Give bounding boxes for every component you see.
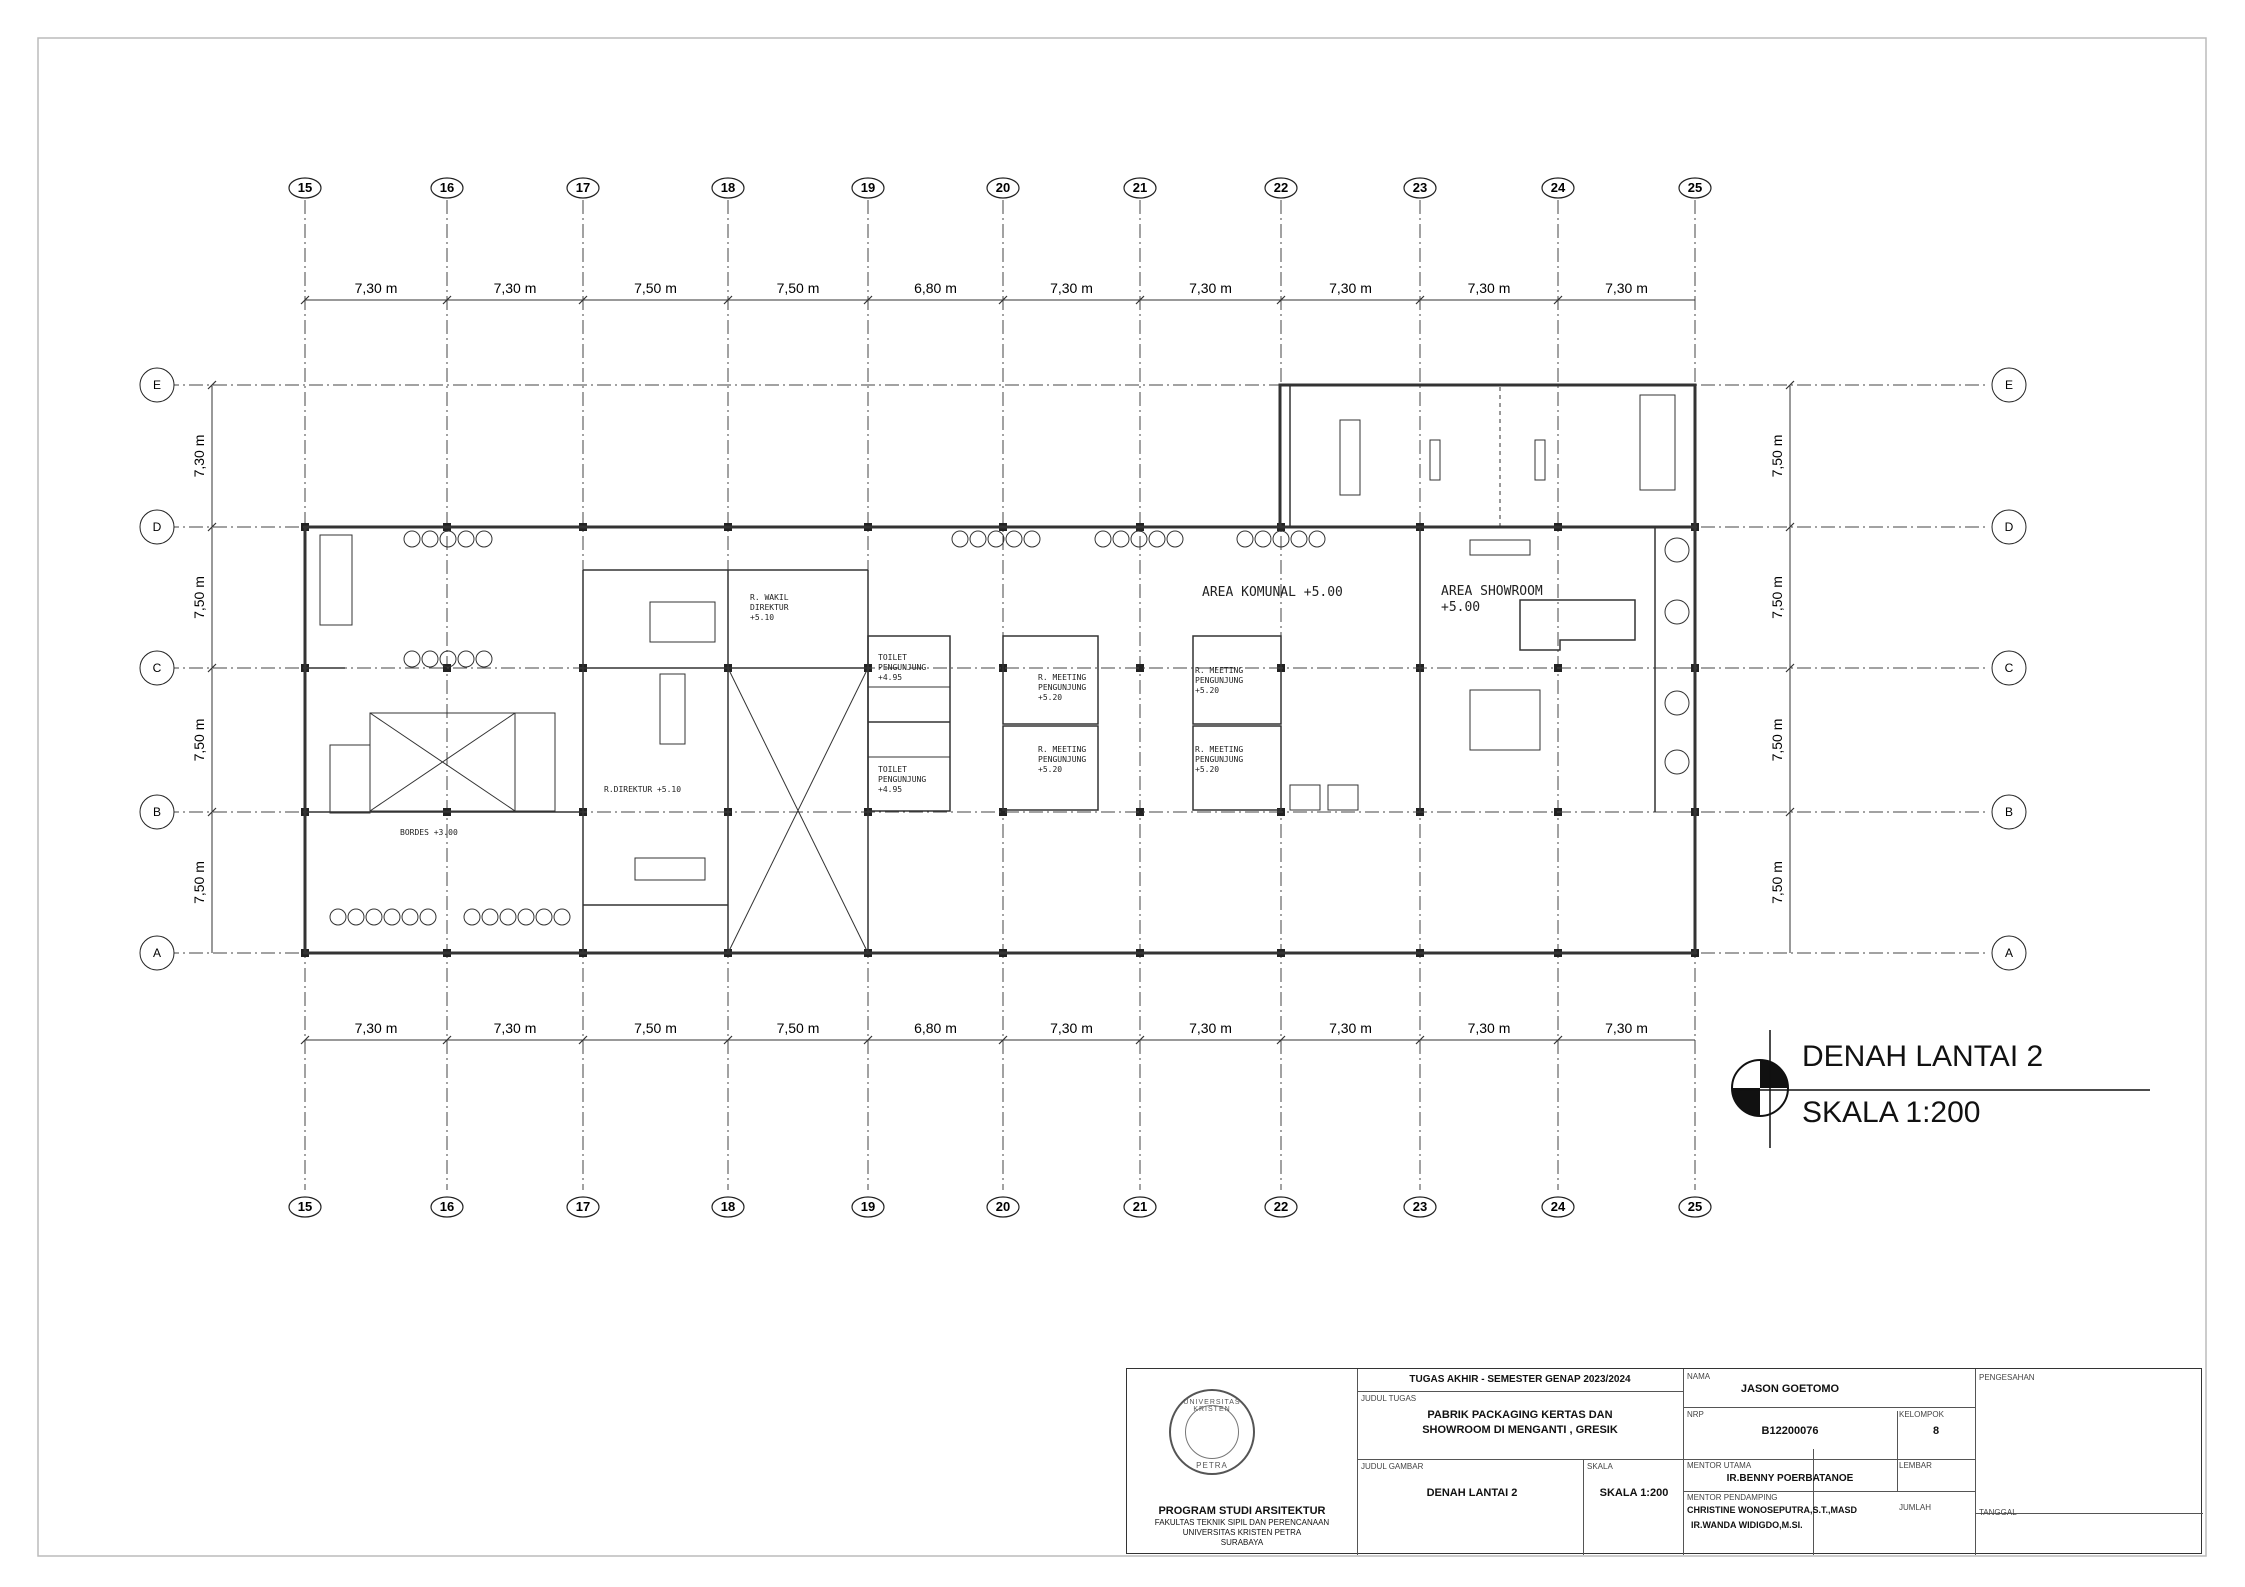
tanggal-label: TANGGAL <box>1979 1508 2017 1517</box>
grid-label-row: B <box>152 805 162 819</box>
grid-label-col: 15 <box>297 180 313 195</box>
grid-label-row: C <box>2004 661 2014 675</box>
nrp-value: B12200076 <box>1761 1425 1819 1437</box>
room-label-meeting2-1: R. MEETING <box>1038 745 1087 754</box>
dimension-label: 7,30 m <box>191 434 207 478</box>
room-label-wakil-2: DIREKTUR <box>750 603 789 612</box>
dimension-label: 7,50 m <box>1769 576 1785 619</box>
mentor-pendamping-1: CHRISTINE WONOSEPUTRA,S.T.,MASD <box>1687 1505 1858 1515</box>
nama-value: JASON GOETOMO <box>1740 1383 1840 1395</box>
room-label-toilet1-1: TOILET <box>878 653 907 662</box>
grid-label-row: B <box>2004 805 2014 819</box>
dimension-label: 7,50 m <box>191 861 207 904</box>
room-label-direktur: R.DIREKTUR +5.10 <box>604 785 682 794</box>
skala-value: SKALA 1:200 <box>1599 1487 1669 1499</box>
grid-label-col: 19 <box>860 180 876 195</box>
room-label-toilet2-1: TOILET <box>878 765 907 774</box>
grid-label-col: 24 <box>1550 180 1566 195</box>
title-block <box>1126 1368 2202 1554</box>
grid-label-row: A <box>152 946 162 960</box>
grid-label-row: E <box>152 378 162 392</box>
dimension-label: 7,30 m <box>1050 280 1093 296</box>
judul-tugas-label: JUDUL TUGAS <box>1361 1394 1417 1403</box>
dimension-label: 7,50 m <box>1769 861 1785 904</box>
dimension-label: 7,30 m <box>1329 1020 1372 1036</box>
room-label-meeting2-2: PENGUNJUNG <box>1038 755 1087 764</box>
grid-label-col: 24 <box>1550 1199 1566 1214</box>
dimension-label: 7,30 m <box>1467 280 1511 296</box>
dimension-label: 7,30 m <box>493 1020 537 1036</box>
grid-label-row: A <box>2004 946 2014 960</box>
grid-label-col: 20 <box>995 1199 1011 1214</box>
grid-label-row: D <box>152 520 162 534</box>
dimension-label: 7,30 m <box>1329 280 1372 296</box>
dimension-label: 7,30 m <box>1467 1020 1511 1036</box>
course-text: TUGAS AKHIR - SEMESTER GENAP 2023/2024 <box>1409 1374 1631 1385</box>
logo-petra-text: PETRA <box>1196 1461 1228 1470</box>
room-label-meeting3-1: R. MEETING <box>1195 666 1244 675</box>
dimension-label: 7,50 m <box>634 280 677 296</box>
univ-text: UNIVERSITAS KRISTEN PETRA <box>1182 1528 1302 1537</box>
grid-label-row: D <box>2004 520 2014 534</box>
mentor-utama-label: MENTOR UTAMA <box>1687 1461 1752 1470</box>
room-label-meeting1-3: +5.20 <box>1038 693 1063 702</box>
judul-gambar: DENAH LANTAI 2 <box>1426 1487 1518 1499</box>
logo-ring-text: UNIVERSITAS KRISTEN <box>1183 1399 1241 1413</box>
city-text: SURABAYA <box>1220 1538 1264 1547</box>
drawing-title: DENAH LANTAI 2 <box>1802 1040 2044 1073</box>
dimension-label: 7,50 m <box>1769 718 1785 762</box>
judul-tugas-2: SHOWROOM DI MENGANTI , GRESIK <box>1422 1424 1618 1436</box>
room-label-toilet2-3: +4.95 <box>878 785 903 794</box>
mentor-pendamping-label: MENTOR PENDAMPING <box>1687 1493 1778 1502</box>
grid-label-col: 18 <box>720 1199 736 1214</box>
grid-label-col: 15 <box>297 1199 313 1214</box>
drawing-scale: SKALA 1:200 <box>1802 1096 1981 1129</box>
room-label-meeting1-1: R. MEETING <box>1038 673 1087 682</box>
dimension-label: 7,30 m <box>1605 1020 1648 1036</box>
jumlah-label: JUMLAH <box>1899 1503 1932 1512</box>
dimension-label: 6,80 m <box>914 280 957 296</box>
grid-label-col: 16 <box>439 180 455 195</box>
room-label-showroom-1: AREA SHOWROOM <box>1441 584 1543 599</box>
grid-label-col: 21 <box>1132 180 1148 195</box>
room-label-wakil-3: +5.10 <box>750 613 775 622</box>
room-label-meeting4-1: R. MEETING <box>1195 745 1244 754</box>
room-label-meeting3-2: PENGUNJUNG <box>1195 676 1244 685</box>
room-label-meeting1-2: PENGUNJUNG <box>1038 683 1087 692</box>
grid-label-col: 23 <box>1412 1199 1428 1214</box>
dimension-label: 7,30 m <box>1189 1020 1232 1036</box>
judul-tugas-1: PABRIK PACKAGING KERTAS DAN <box>1427 1409 1613 1421</box>
judul-gambar-label: JUDUL GAMBAR <box>1361 1462 1424 1471</box>
room-label-meeting4-2: PENGUNJUNG <box>1195 755 1244 764</box>
grid-label-col: 20 <box>995 180 1011 195</box>
grid-label-col: 19 <box>860 1199 876 1214</box>
dimension-label: 7,30 m <box>1605 280 1648 296</box>
dimension-label: 7,30 m <box>1189 280 1232 296</box>
dimension-lines <box>191 280 1794 1044</box>
room-label-toilet1-3: +4.95 <box>878 673 903 682</box>
room-label-toilet2-2: PENGUNJUNG <box>878 775 927 784</box>
lembar-label: LEMBAR <box>1899 1461 1932 1470</box>
grid-label-col: 16 <box>439 1199 455 1214</box>
dimension-label: 7,30 m <box>493 280 537 296</box>
grid-label-col: 17 <box>575 180 591 195</box>
skala-label: SKALA <box>1587 1462 1613 1471</box>
kelompok-value: 8 <box>1932 1425 1940 1437</box>
room-label-showroom-2: +5.00 <box>1441 600 1481 615</box>
dimension-label: 7,50 m <box>776 1020 820 1036</box>
grid-label-col: 23 <box>1412 180 1428 195</box>
dimension-label: 6,80 m <box>914 1020 957 1036</box>
grid-label-row: E <box>2004 378 2014 392</box>
room-label-wakil-1: R. WAKIL <box>750 593 789 602</box>
room-label-bordes: BORDES +3.00 <box>400 828 458 837</box>
grid-label-col: 18 <box>720 180 736 195</box>
university-seal-inner <box>1185 1405 1239 1459</box>
room-label-komunal: AREA KOMUNAL +5.00 <box>1202 585 1343 600</box>
grid-label-col: 17 <box>575 1199 591 1214</box>
structural-grid <box>140 178 2026 1217</box>
mentor-pendamping-2: IR.WANDA WIDIGDO,M.SI. <box>1691 1520 1803 1530</box>
room-label-meeting4-3: +5.20 <box>1195 765 1220 774</box>
room-label-meeting3-3: +5.20 <box>1195 686 1220 695</box>
room-label-meeting2-3: +5.20 <box>1038 765 1063 774</box>
dimension-label: 7,50 m <box>191 718 207 762</box>
dimension-label: 7,50 m <box>191 576 207 619</box>
dimension-label: 7,50 m <box>634 1020 677 1036</box>
grid-label-col: 22 <box>1273 1199 1289 1214</box>
mentor-utama-value: IR.BENNY POERBATANOE <box>1726 1473 1854 1484</box>
grid-label-col: 21 <box>1132 1199 1148 1214</box>
pengesahan-label: PENGESAHAN <box>1979 1373 2035 1382</box>
dimension-label: 7,30 m <box>354 280 398 296</box>
room-label-toilet1-2: PENGUNJUNG <box>878 663 927 672</box>
dimension-label: 7,50 m <box>1769 434 1785 478</box>
program-text: PROGRAM STUDI ARSITEKTUR <box>1158 1505 1326 1517</box>
kelompok-label: KELOMPOK <box>1899 1410 1944 1419</box>
dimension-label: 7,30 m <box>1050 1020 1093 1036</box>
grid-label-col: 22 <box>1273 180 1289 195</box>
faculty-text: FAKULTAS TEKNIK SIPIL DAN PERENCANAAN <box>1154 1518 1330 1527</box>
dimension-label: 7,50 m <box>776 280 820 296</box>
sheet-border <box>38 38 2206 1556</box>
nama-label: NAMA <box>1687 1372 1711 1381</box>
dimension-label: 7,30 m <box>354 1020 398 1036</box>
nrp-label: NRP <box>1687 1410 1704 1419</box>
grid-label-col: 25 <box>1687 1199 1703 1214</box>
grid-label-col: 25 <box>1687 180 1703 195</box>
grid-label-row: C <box>152 661 162 675</box>
